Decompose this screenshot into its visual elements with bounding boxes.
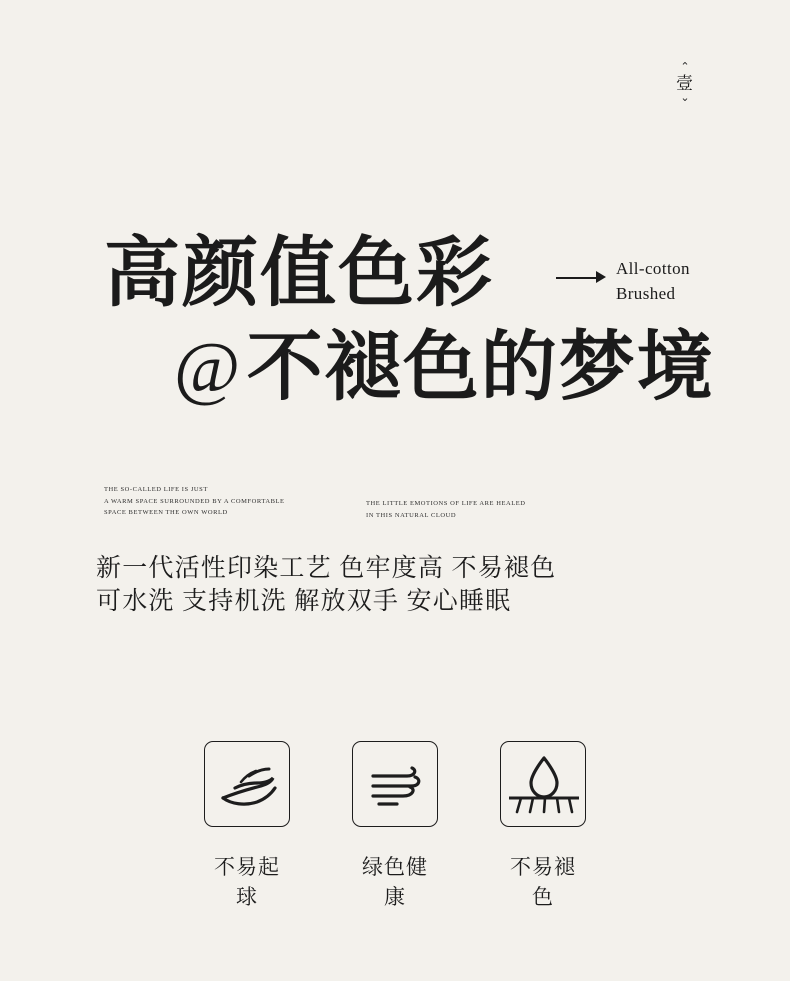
- headline-line-2-text: 不褪色的梦境: [246, 326, 715, 410]
- chevron-down-icon: ⌄: [680, 92, 690, 104]
- page-number-label: 壹: [676, 74, 694, 93]
- small-english-a1: THE SO-CALLED LIFE IS JUST: [104, 486, 208, 493]
- small-english-a2: A WARM SPACE SURROUNDED BY A COMFORTABLE: [104, 497, 285, 505]
- chevron-up-icon: ⌃: [680, 61, 690, 73]
- feature-copy-line-2: 可水洗 支持机洗 解放双手 安心睡眠: [96, 588, 512, 615]
- hand-fabric-icon: [204, 741, 290, 827]
- air-flow-icon: [352, 741, 438, 827]
- headline-line-1: [0, 228, 790, 320]
- headline-block: [0, 228, 790, 416]
- water-drop-icon: [500, 741, 586, 827]
- headline-line-2: [0, 320, 790, 416]
- small-english-b1: THE LITTLE EMOTIONS OF LIFE ARE HEALED: [366, 500, 526, 507]
- feature-icon-label-1: 不易起球: [214, 855, 280, 909]
- feature-icon-item-1: [204, 741, 290, 911]
- small-english-b2: IN THIS NATURAL CLOUD: [366, 511, 457, 519]
- feature-icon-label-3: 不易褪色: [510, 855, 576, 909]
- small-english-column-right: [366, 498, 596, 521]
- feature-icon-item-3: [500, 741, 586, 911]
- small-english-a3: SPACE BETWEEN THE OWN WORLD: [104, 509, 228, 516]
- small-english-column-left: [104, 484, 324, 519]
- headline-line-1-text: 高颜值色彩: [104, 232, 494, 316]
- corner-page-mark: [668, 62, 702, 105]
- english-tagline-line-1: All-cotton: [616, 259, 690, 278]
- feature-icon-row: [0, 741, 790, 911]
- feature-icon-label-2: 绿色健康: [362, 855, 428, 909]
- english-tagline-line-2: Brushed: [616, 284, 676, 303]
- arrow-right-icon: [556, 268, 608, 286]
- feature-copy: [96, 552, 556, 618]
- english-tagline: [616, 256, 690, 306]
- at-symbol: @: [174, 328, 243, 408]
- feature-icon-item-2: [352, 741, 438, 911]
- feature-copy-line-1: 新一代活性印染工艺 色牢度高 不易褪色: [96, 555, 557, 582]
